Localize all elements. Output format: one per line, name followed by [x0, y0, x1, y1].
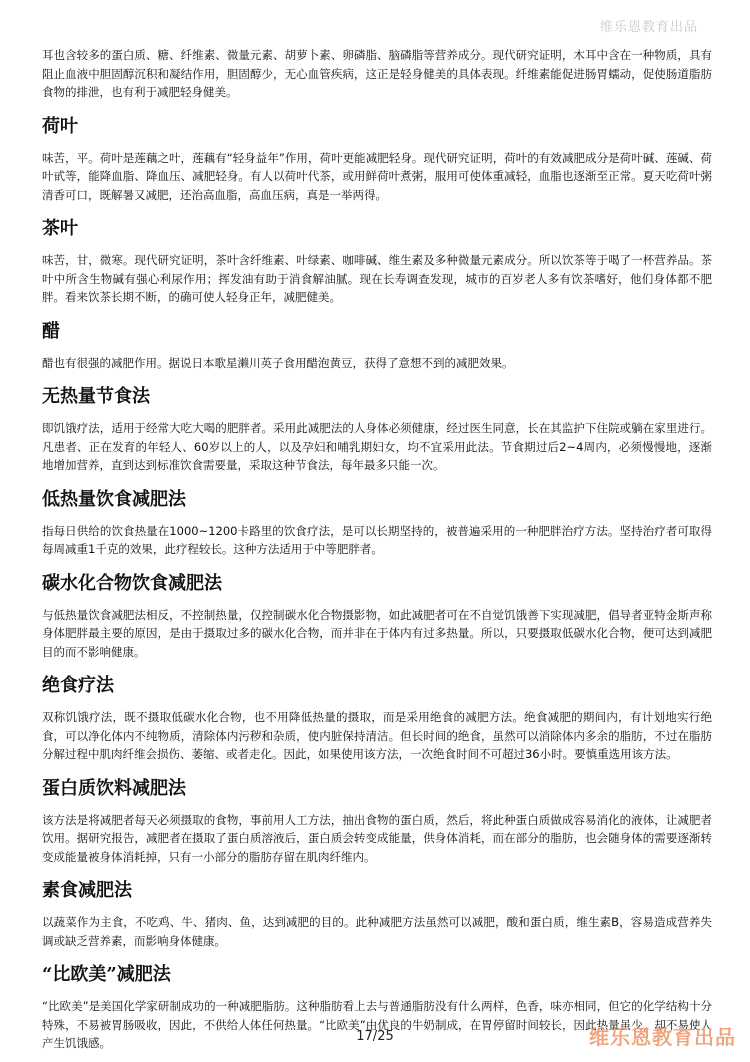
section-paragraph: 以蔬菜作为主食，不吃鸡、牛、猪肉、鱼，达到减肥的目的。此种减肥方法虽然可以减肥，酸和蛋白质，维生素B，容易造成营养失调或缺乏营养素，而影响身体健康。 — [42, 915, 712, 948]
watermark-logo: 维乐恩教育出品 — [589, 1025, 736, 1049]
section-paragraph: 味苦，甘，微寒。现代研究证明，茶叶含纤维素、叶绿素、咖啡碱、维生素及多种微量元素成分。所以饮茶等于喝了一杯营养品。茶叶中所含生物碱有强心利尿作用；挥发油有助于消食解油腻。现在长寿调查发现，城市的百岁老人多有饮茶嗜好，他们身体都不肥胖。看来饮茶长期不断，的确可使人轻身正年，减肥健美。 — [42, 253, 712, 304]
section-heading: 低热量饮食减肥法 — [42, 488, 186, 510]
section-heading: 碳水化合物饮食减肥法 — [42, 572, 222, 594]
section-zero-calorie-fasting — [42, 386, 712, 475]
section-paragraph: 味苦，平。荷叶是莲藕之叶，莲藕有“轻身益年”作用，荷叶更能减肥轻身。现代研究证明，荷叶的有效减肥成分是荷叶碱、莲碱、荷叶甙等，能降血脂、降血压、减肥轻身。有人以荷叶代茶，或用鲜荷叶煮粥，服用可使体重减轻，血脂也逐渐至正常。夏天吃荷叶粥清香可口，既解暑又减肥，还治高血脂，高血压病，真是一举两得。 — [42, 150, 712, 202]
section-heading: 绝食疗法 — [42, 675, 114, 696]
section-low-calorie-diet — [42, 489, 712, 559]
section-lotus-leaf — [42, 116, 712, 205]
section-heading: 蛋白质饮料减肥法 — [42, 777, 186, 799]
section-paragraph: 即饥饿疗法，适用于经常大吃大喝的肥胖者。采用此减肥法的人身体必须健康，经过医生同意，长在其监护下住院或躺在家里进行。凡患者、正在发育的年轻人、60岁以上的人，以及孕妇和哺乳期妇女，均不宜采用此法。节食期过后2~4周内，必须慢慢地，逐渐地增加营养，直到达到标准饮食需要量，采取这种节食法，每年最多只能一次。 — [42, 421, 712, 472]
section-heading: 荷叶 — [42, 115, 78, 137]
section-vegetarian-diet — [42, 880, 712, 950]
section-paragraph: 指每日供给的饮食热量在1000~1200卡路里的饮食疗法，是可以长期坚持的，被普遍采用的一种肥胖治疗方法。坚持治疗者可取得每周减重1千克的效果，此疗程较长。这种方法适用于中等肥胖者。 — [42, 523, 712, 556]
section-carbohydrate-diet — [42, 573, 712, 662]
section-vinegar — [42, 321, 712, 373]
section-heading: 茶叶 — [42, 218, 78, 239]
section-heading: 无热量节食法 — [42, 386, 150, 407]
section-protein-drink — [42, 778, 712, 867]
intro-paragraph: 耳也含较多的蛋白质、糖、纤维素、微量元素、胡萝卜素、卵磷脂、脑磷脂等营养成分。现代研究证明，木耳中含在一种物质，具有阻止血液中胆固醇沉积和凝结作用，胆固醇少，无心血管疾病，这正是轻身健美的具体表现。纤维素能促进肠胃蠕动，促使肠道脂肪食物的排泄，也有利于减肥轻身健美。 — [42, 48, 712, 99]
section-heading: 醋 — [42, 320, 60, 342]
section-paragraph: 与低热量饮食减肥法相反，不控制热量，仅控制碳水化合物摄影物，如此减肥者可在不自觉饥饿善下实现减肥，倡导者亚特金斯声称身体肥胖最主要的原因，是由于摄取过多的碳水化合物，而并非在于体内有过多热量。所以，只要摄取低碳水化合物，便可达到减肥目的而不影响健康。 — [42, 607, 712, 659]
header-brand-mark: 维乐恩教育出品 — [599, 20, 698, 35]
document-body — [42, 46, 712, 1061]
section-fasting-therapy — [42, 675, 712, 764]
section-paragraph: 醋也有很强的减肥作用。据说日本歌星濑川英子食用醋泡黄豆，获得了意想不到的减肥效果。 — [42, 355, 514, 370]
section-paragraph: “比欧美”是美国化学家研制成功的一种减肥脂肪。这种脂肪看上去与普通脂肪没有什么两样，色香，味亦相同，但它的化学结构十分特殊，不易被胃肠吸收，因此，不供给人体任何热量。“比欧美”由优良的牛奶制成，在胃停留时间较长，因此热量虽少，却不易使人产生饥饿感。 — [42, 999, 712, 1050]
page-number: 17/25 — [356, 1029, 394, 1044]
section-heading: 素食减肥法 — [42, 880, 132, 901]
section-paragraph: 该方法是将减肥者每天必须摄取的食物，事前用人工方法，抽出食物的蛋白质，然后，将此种蛋白质做成容易消化的液体，让减肥者饮用。据研究报告，减肥者在摄取了蛋白质溶液后，蛋白质会转变成能量，供身体消耗，而在部分的脂肪，也会随身体的需要逐渐转变成能量被身体消耗掉，只有一小部分的脂肪存留在肌肉纤维内。 — [42, 812, 712, 864]
section-tea — [42, 218, 712, 307]
section-paragraph: 双称饥饿疗法，既不摄取低碳水化合物，也不用降低热量的摄取，而是采用绝食的减肥方法。绝食减肥的期间内，有计划地实行绝食，可以净化体内不纯物质，清除体内污秽和杂质，使内脏保持清洁。但长时间的绝食，虽然可以消除体内多余的脂肪，不过在脂肪分解过程中肌肉纤维会损伤、萎缩、或者走化。因此，如果使用该方法，一次绝食时间不可超过36小时。要慎重选用该方法。 — [42, 710, 712, 761]
section-heading: “比欧美”减肥法 — [42, 964, 171, 985]
